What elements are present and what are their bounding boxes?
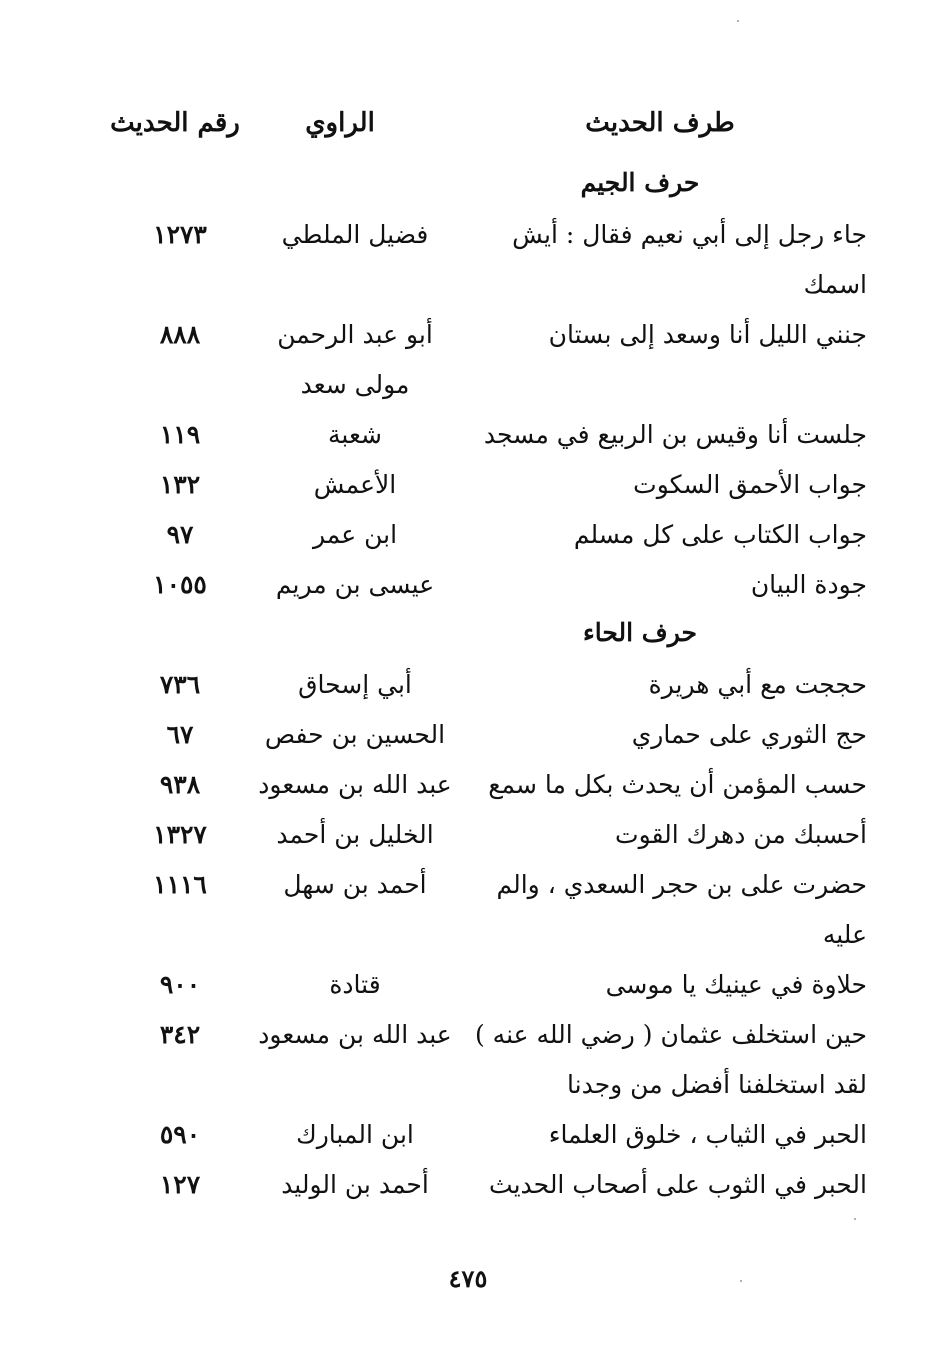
hadith-narrator: أحمد بن الوليد	[281, 1170, 429, 1199]
table-row	[0, 360, 937, 410]
table-row	[0, 760, 937, 810]
hadith-text: حين استخلف عثمان ( رضي الله عنه )	[474, 1020, 867, 1049]
hadith-narrator: ابن عمر	[312, 520, 398, 549]
hadith-text: جواب الأحمق السكوت	[633, 470, 867, 499]
hadith-narrator: عبد الله بن مسعود	[258, 770, 452, 799]
hadith-text: الحبر في الثياب ، خلوق العلماء	[548, 1120, 867, 1149]
scan-speck	[737, 20, 739, 22]
hadith-narrator: قتادة	[329, 970, 381, 999]
hadith-number: ١٣٢٧	[153, 820, 207, 849]
table-row	[0, 660, 937, 710]
table-row	[0, 910, 937, 960]
hadith-narrator: مولى سعد	[300, 370, 410, 399]
table-row	[0, 310, 937, 360]
hadith-text: أحسبك من دهرك القوت	[615, 820, 867, 849]
section-title-jim: حرف الجيم	[580, 168, 700, 197]
hadith-number: ١١١٦	[153, 870, 207, 899]
column-header-text: طرف الحديث	[585, 108, 735, 138]
hadith-narrator: عبد الله بن مسعود	[258, 1020, 452, 1049]
hadith-number: ٦٧	[166, 720, 194, 749]
hadith-number: ١٢٧	[159, 1170, 201, 1199]
table-row	[0, 1110, 937, 1160]
hadith-number: ٧٣٦	[159, 670, 201, 699]
page-number: ٤٧٥	[448, 1264, 488, 1293]
hadith-narrator: أحمد بن سهل	[283, 870, 427, 899]
table-row	[0, 410, 937, 460]
hadith-narrator: عيسى بن مريم	[275, 570, 435, 599]
hadith-text: حج الثوري على حماري	[631, 720, 867, 749]
hadith-narrator: أبي إسحاق	[298, 670, 412, 699]
table-header	[0, 108, 937, 148]
column-header-number: رقم الحديث	[110, 108, 240, 138]
hadith-number: ١١٩	[159, 420, 201, 449]
table-row	[0, 1060, 937, 1110]
hadith-number: ٩٣٨	[159, 770, 201, 799]
entries-list	[0, 160, 937, 1210]
table-row	[0, 1010, 937, 1060]
hadith-text: عليه	[822, 920, 867, 949]
table-row	[0, 960, 937, 1010]
hadith-text: اسمك	[803, 270, 867, 299]
hadith-text: حضرت على بن حجر السعدي ، والم	[496, 870, 867, 899]
table-row	[0, 1160, 937, 1210]
hadith-text: جودة البيان	[750, 570, 867, 599]
hadith-narrator: ابن المبارك	[296, 1120, 414, 1149]
hadith-narrator: الخليل بن أحمد	[276, 820, 434, 849]
section-heading-row	[0, 160, 937, 210]
table-row	[0, 860, 937, 910]
scan-speck	[740, 1280, 742, 1282]
section-title-ha: حرف الحاء	[583, 618, 697, 647]
scan-speck	[854, 1218, 856, 1220]
hadith-number: ١٣٢	[159, 470, 201, 499]
table-row	[0, 810, 937, 860]
hadith-number: ١٢٧٣	[153, 220, 207, 249]
table-row	[0, 260, 937, 310]
hadith-narrator: الحسين بن حفص	[264, 720, 446, 749]
hadith-number: ٩٧	[166, 520, 194, 549]
hadith-narrator: أبو عبد الرحمن	[277, 320, 433, 349]
hadith-text: جاء رجل إلى أبي نعيم فقال : أيش	[512, 220, 867, 249]
table-row	[0, 710, 937, 760]
table-row	[0, 460, 937, 510]
hadith-narrator: شعبة	[328, 420, 382, 449]
column-header-narrator: الراوي	[305, 108, 375, 138]
table-row	[0, 560, 937, 610]
hadith-narrator: الأعمش	[313, 470, 397, 499]
hadith-text: حججت مع أبي هريرة	[648, 670, 867, 699]
hadith-number: ٨٨٨	[159, 320, 201, 349]
hadith-text: جواب الكتاب على كل مسلم	[573, 520, 867, 549]
hadith-number: ١٠٥٥	[153, 570, 207, 599]
hadith-number: ٣٤٢	[159, 1020, 201, 1049]
hadith-number: ٩٠٠	[159, 970, 201, 999]
hadith-text: حلاوة في عينيك يا موسى	[605, 970, 867, 999]
table-row	[0, 510, 937, 560]
hadith-text: حسب المؤمن أن يحدث بكل ما سمع	[488, 770, 867, 799]
hadith-text: الحبر في الثوب على أصحاب الحديث	[489, 1170, 867, 1199]
table-row	[0, 210, 937, 260]
hadith-number: ٥٩٠	[159, 1120, 201, 1149]
hadith-text: جلست أنا وقيس بن الربيع في مسجد	[483, 420, 867, 449]
hadith-text: لقد استخلفنا أفضل من وجدنا	[567, 1070, 867, 1099]
hadith-text: جنني الليل أنا وسعد إلى بستان	[548, 320, 867, 349]
section-heading-row	[0, 610, 937, 660]
hadith-narrator: فضيل الملطي	[281, 220, 429, 249]
